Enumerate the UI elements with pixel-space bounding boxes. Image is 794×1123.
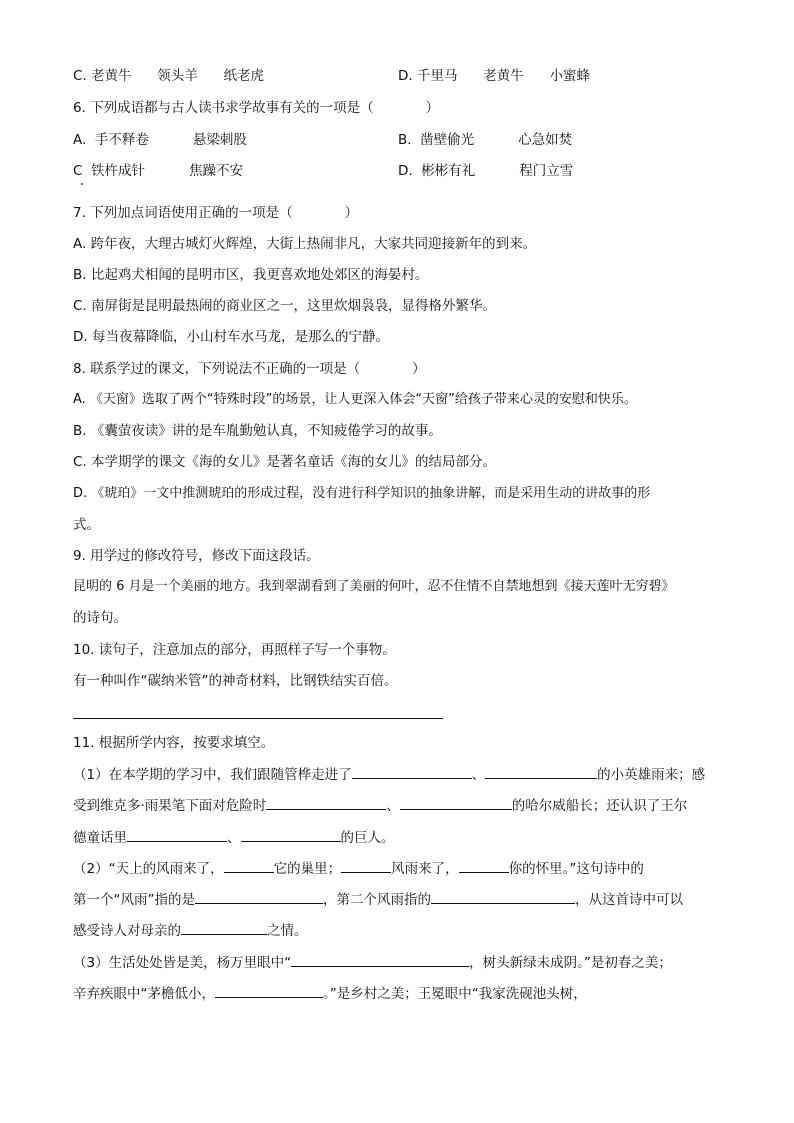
q9-passage-line1: 昆明的 6 月是一个美丽的地方。我到翠湖看到了美丽的何叶，忍不住情不自禁地想到《接天莲叶无穷碧》	[73, 579, 675, 594]
answer-blank[interactable]	[266, 795, 386, 810]
q10-stem: 10. 读句子，注意加点的部分，再照样子写一个事物。	[73, 642, 396, 658]
q11-stem: 11. 根据所学内容，按要求填空。	[73, 735, 275, 751]
answer-blank[interactable]	[215, 983, 323, 998]
q8-stem: 8. 联系学过的课文，下列说法不正确的一项是（ ）	[73, 361, 426, 377]
q11-part3-line1: （3）生活处处皆是美，杨万里眼中“ ，树头新绿未成阴。”是初春之美；	[73, 952, 672, 973]
answer-blank[interactable]	[459, 858, 509, 873]
q6-option-d: D. 彬彬有礼 程门立雪	[398, 163, 574, 179]
q11-part1-line3: 德童话里 、 的巨人。	[73, 827, 395, 848]
q9-passage-line2: 的诗句。	[73, 610, 127, 626]
q7-option-a: A. 跨年夜，大理古城灯火辉煌，大街上热闹非凡，大家共同迎接新年的到来。	[73, 236, 537, 252]
answer-blank[interactable]	[400, 795, 512, 810]
q8-option-a: A. 《天窗》选取了两个“特殊时段”的场景，让人更深入体会“天窗”给孩子带来心灵的安慰和快乐。	[73, 392, 637, 407]
stray-dot	[81, 183, 83, 185]
answer-blank[interactable]	[352, 764, 472, 779]
q8-option-b: B. 《囊萤夜读》讲的是车胤勤勉认真，不知疲倦学习的故事。	[73, 423, 442, 439]
q6-option-a: A. 手不释卷 悬梁刺股	[73, 132, 247, 148]
q11-part3-line2: 辛弃疾眼中“茅檐低小， 。”是乡村之美；王冕眼中“我家洗砚池头树，	[73, 983, 587, 1004]
q5-option-c: C. 老黄牛 领头羊 纸老虎	[73, 68, 265, 84]
answer-blank[interactable]	[341, 858, 391, 873]
q6-option-c: C 铁杵成针 焦躁不安	[73, 163, 244, 179]
answer-blank[interactable]	[431, 889, 575, 904]
answer-blank[interactable]	[224, 858, 274, 873]
q11-part2-line2: 第一个“风雨”指的是 ，第二个风雨指的 ，从这首诗中可以	[73, 889, 683, 910]
q11-part2-line3: 感受诗人对母亲的 之情。	[73, 920, 308, 941]
answer-blank[interactable]	[181, 920, 267, 935]
q10-answer-line[interactable]	[73, 718, 443, 719]
q11-part2-line1: （2）“天上的风雨来了， 它的巢里； 风雨来了， 你的怀里。”这句诗中的	[73, 858, 644, 879]
q11-part1-line1: （1）在本学期的学习中，我们跟随管桦走进了 、 的小英雄雨来；感	[73, 764, 705, 785]
answer-blank[interactable]	[127, 827, 227, 842]
q8-option-c: C. 本学期学的课文《海的女儿》是著名童话《海的女儿》的结局部分。	[73, 454, 497, 470]
q6-option-b: B. 凿壁偷光 心急如焚	[398, 132, 573, 148]
q6-stem: 6. 下列成语都与古人读书求学故事有关的一项是（ ）	[73, 100, 440, 116]
answer-blank[interactable]	[291, 952, 469, 967]
q8-option-d-line1: D. 《琥珀》一文中推测琥珀的形成过程，没有进行科学知识的抽象讲解，而是采用生动的讲故事的形	[73, 486, 651, 501]
q11-part1-line2: 受到维克多·雨果笔下面对危险时 、 的哈尔威船长；还认识了王尔	[73, 795, 687, 816]
q9-stem: 9. 用学过的修改符号，修改下面这段话。	[73, 548, 320, 564]
q10-example: 有一种叫作“碳纳米管”的神奇材料，比钢铁结实百倍。	[73, 673, 398, 689]
q7-option-c: C. 南屏街是昆明最热闹的商业区之一，这里炊烟袅袅，显得格外繁华。	[73, 298, 497, 314]
q8-option-d-line2: 式。	[73, 517, 100, 533]
q5-option-d: D. 千里马 老黄牛 小蜜蜂	[398, 68, 590, 84]
answer-blank[interactable]	[195, 889, 323, 904]
answer-blank[interactable]	[485, 764, 597, 779]
q7-option-b: B. 比起鸡犬相闻的昆明市区，我更喜欢地处郊区的海晏村。	[73, 267, 429, 283]
q7-option-d: D. 每当夜幕降临，小山村车水马龙，是那么的宁静。	[73, 329, 389, 345]
answer-blank[interactable]	[241, 827, 341, 842]
q7-stem: 7. 下列加点词语使用正确的一项是（ ）	[73, 205, 359, 221]
